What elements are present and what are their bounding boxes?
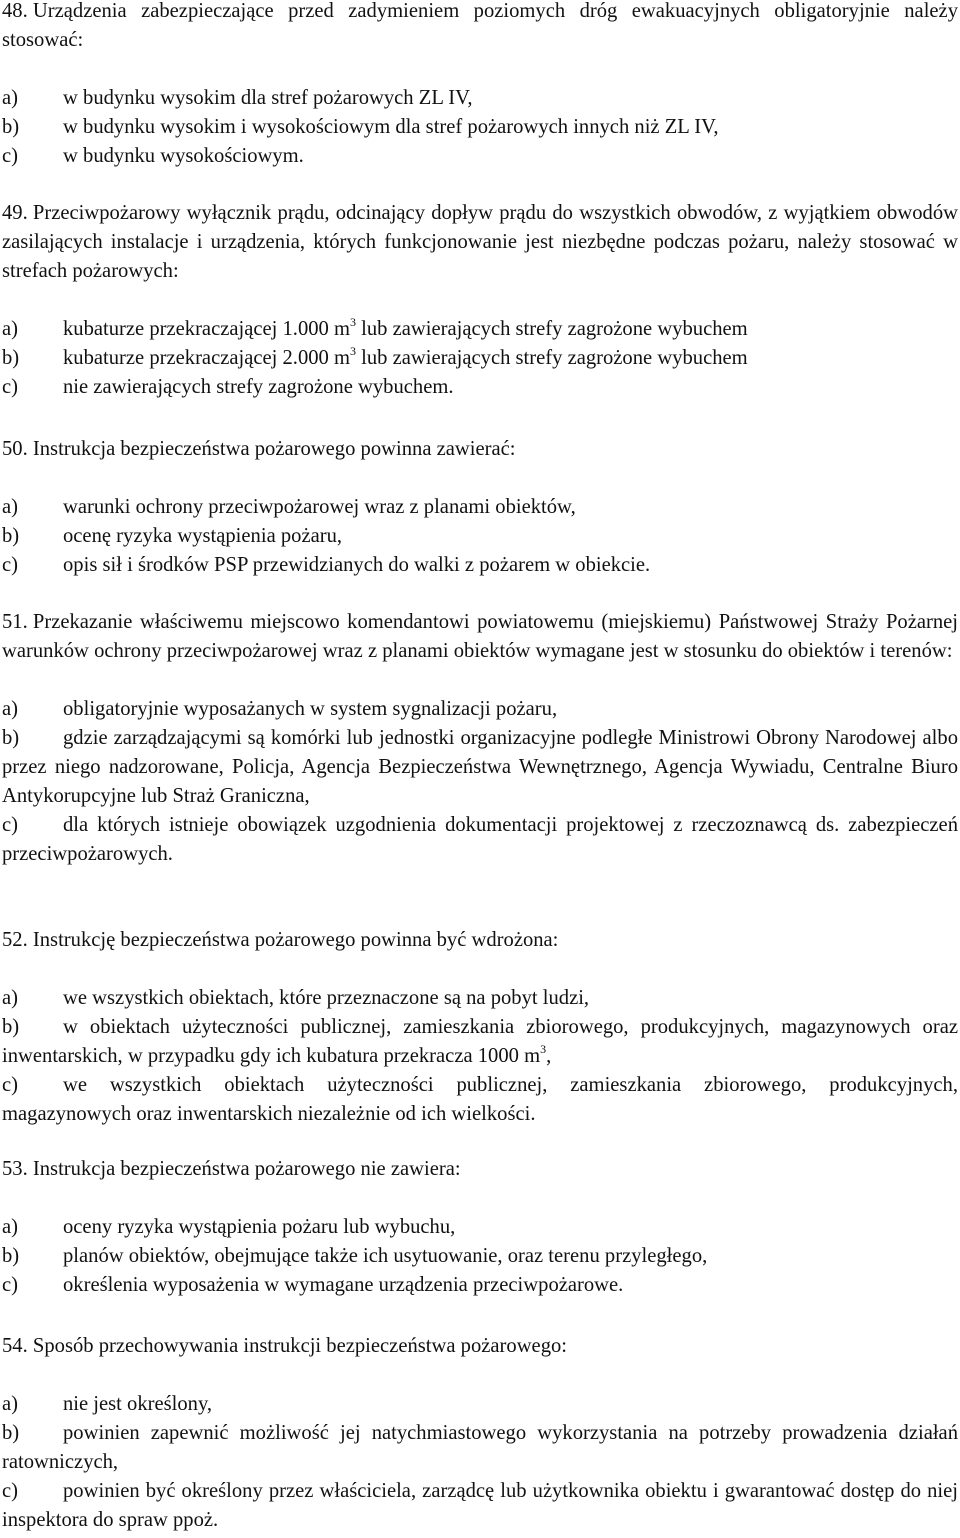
- question-number: 48.: [2, 0, 28, 22]
- answer-option: [2, 1213, 958, 1242]
- question-50: [2, 435, 958, 580]
- answer-label: c): [2, 1074, 18, 1096]
- answer-label: a): [2, 87, 18, 109]
- answer-label: b): [2, 347, 20, 369]
- answer-text-part: lub zawierających strefy zagrożone wybuchem: [356, 347, 748, 369]
- superscript: 3: [350, 315, 357, 329]
- answer-option: [2, 113, 958, 142]
- answer-option: [2, 984, 958, 1013]
- answer-text: w budynku wysokim i wysokościowym dla stref pożarowych innych niż ZL IV,: [63, 116, 719, 138]
- question-54: [2, 1332, 958, 1535]
- answer-text: nie zawierających strefy zagrożone wybuchem.: [63, 376, 454, 398]
- answer-text: [2, 1016, 958, 1067]
- answer-list: [2, 984, 958, 1129]
- answer-option: [2, 1477, 958, 1535]
- answer-option: [2, 811, 958, 869]
- answer-label: a): [2, 1216, 18, 1238]
- question-body: Przekazanie właściwemu miejscowo komendantowi powiatowemu (miejskiemu) Państwowej Straży Pożarnej warunków ochrony przeciwpożarowej wraz z planami obiektów wymagane jest w stosunku do obiektów i terenów:: [2, 611, 958, 662]
- question-number: 49.: [2, 202, 28, 224]
- answer-option: [2, 1013, 958, 1071]
- question-text: [2, 1155, 958, 1184]
- question-body: Instrukcja bezpieczeństwa pożarowego nie zawiera:: [32, 1158, 461, 1180]
- answer-text: nie jest określony,: [63, 1393, 213, 1415]
- answer-option: [2, 1390, 958, 1419]
- answer-label: c): [2, 814, 18, 836]
- answer-label: b): [2, 1016, 20, 1038]
- answer-label: b): [2, 727, 20, 749]
- answer-option: [2, 551, 958, 580]
- answer-option: [2, 695, 958, 724]
- answer-text: powinien być określony przez właściciela, zarządcę lub użytkownika obiektu i gwarantować dostęp do niej inspektora do spraw ppoż.: [2, 1480, 958, 1531]
- answer-option: [2, 1419, 958, 1477]
- question-52: [2, 926, 958, 1129]
- answer-text: opis sił i środków PSP przewidzianych do walki z pożarem w obiekcie.: [63, 554, 651, 576]
- answer-text: [63, 315, 748, 340]
- answer-text: określenia wyposażenia w wymagane urządzenia przeciwpożarowe.: [63, 1274, 624, 1296]
- answer-option: [2, 373, 958, 402]
- answer-list: [2, 695, 958, 869]
- question-text: [2, 1332, 958, 1361]
- answer-text-part: w obiektach użyteczności publicznej, zamieszkania zbiorowego, produkcyjnych, magazynowych oraz inwentarskich, w przypadku gdy ich kubatura przekracza 1000 m: [2, 1016, 958, 1067]
- answer-label: c): [2, 1274, 18, 1296]
- answer-text: powinien zapewnić możliwość jej natychmiastowego wykorzystania na potrzeby prowadzenia działań ratowniczych,: [2, 1422, 958, 1473]
- answer-label: a): [2, 987, 18, 1009]
- question-number: 52.: [2, 929, 28, 951]
- question-text: [2, 0, 958, 55]
- answer-label: a): [2, 496, 18, 518]
- answer-label: c): [2, 554, 18, 576]
- answer-option: [2, 522, 958, 551]
- question-48: [2, 0, 958, 171]
- answer-option: [2, 344, 958, 373]
- question-51: [2, 608, 958, 869]
- answer-label: c): [2, 145, 18, 167]
- question-number: 51.: [2, 611, 28, 633]
- answer-text: we wszystkich obiektach, które przeznaczone są na pobyt ludzi,: [63, 987, 590, 1009]
- answer-text: oceny ryzyka wystąpienia pożaru lub wybuchu,: [63, 1216, 456, 1238]
- answer-text: w budynku wysokościowym.: [63, 145, 304, 167]
- answer-text: dla których istnieje obowiązek uzgodnienia dokumentacji projektowej z rzeczoznawcą ds. zabezpieczeń przeciwpożarowych.: [2, 814, 958, 865]
- answer-text: ocenę ryzyka wystąpienia pożaru,: [63, 525, 343, 547]
- answer-list: [2, 1213, 958, 1300]
- answer-text-part: ,: [546, 1045, 552, 1067]
- question-text: [2, 199, 958, 286]
- answer-list: [2, 1390, 958, 1535]
- answer-text: we wszystkich obiektach użyteczności publicznej, zamieszkania zbiorowego, produkcyjnych, magazynowych oraz inwentarskich niezależnie od ich wielkości.: [2, 1074, 958, 1125]
- question-body: Sposób przechowywania instrukcji bezpieczeństwa pożarowego:: [32, 1335, 568, 1357]
- answer-list: [2, 84, 958, 171]
- answer-label: b): [2, 1245, 20, 1267]
- question-number: 50.: [2, 438, 28, 460]
- answer-label: a): [2, 1393, 18, 1415]
- question-body: Urządzenia zabezpieczające przed zadymieniem poziomych dróg ewakuacyjnych obligatoryjnie należy stosować:: [2, 0, 958, 51]
- answer-label: c): [2, 376, 18, 398]
- answer-option: [2, 1271, 958, 1300]
- answer-text: w budynku wysokim dla stref pożarowych ZL IV,: [63, 87, 473, 109]
- answer-option: [2, 1071, 958, 1129]
- answer-text: [63, 344, 748, 369]
- answer-option: [2, 493, 958, 522]
- question-number: 53.: [2, 1158, 28, 1180]
- superscript: 3: [540, 1042, 547, 1056]
- question-49: [2, 199, 958, 402]
- question-body: Instrukcję bezpieczeństwa pożarowego powinna być wdrożona:: [32, 929, 559, 951]
- answer-text-part: kubaturze przekraczającej 2.000 m: [63, 347, 351, 369]
- answer-text: warunki ochrony przeciwpożarowej wraz z planami obiektów,: [63, 496, 576, 518]
- question-53: [2, 1155, 958, 1300]
- answer-option: [2, 84, 958, 113]
- question-text: [2, 926, 958, 955]
- answer-option: [2, 724, 958, 811]
- answer-label: b): [2, 525, 20, 547]
- answer-option: [2, 1242, 958, 1271]
- answer-text: obligatoryjnie wyposażanych w system sygnalizacji pożaru,: [63, 698, 558, 720]
- answer-text-part: lub zawierających strefy zagrożone wybuchem: [356, 318, 748, 340]
- answer-option: [2, 142, 958, 171]
- answer-list: [2, 493, 958, 580]
- answer-label: c): [2, 1480, 18, 1502]
- answer-list: [2, 315, 958, 402]
- question-body: Instrukcja bezpieczeństwa pożarowego powinna zawierać:: [32, 438, 516, 460]
- question-body: Przeciwpożarowy wyłącznik prądu, odcinający dopływ prądu do wszystkich obwodów, z wyjątkiem obwodów zasilających instalacje i urządzenia, których funkcjonowanie jest niezbędne podczas pożaru, należy stosować w strefach pożarowych:: [2, 202, 958, 282]
- question-text: [2, 608, 958, 666]
- answer-label: b): [2, 116, 20, 138]
- answer-text: planów obiektów, obejmujące także ich usytuowanie, oraz terenu przyległego,: [63, 1245, 708, 1267]
- superscript: 3: [350, 344, 357, 358]
- answer-label: a): [2, 698, 18, 720]
- answer-label: b): [2, 1422, 20, 1444]
- question-number: 54.: [2, 1335, 28, 1357]
- answer-text: gdzie zarządzającymi są komórki lub jednostki organizacyjne podległe Ministrowi Obrony Narodowej albo przez niego nadzorowane, Policja, Agencja Bezpieczeństwa Wewnętrznego, Agencja Wywiadu, Centralne Biuro Antykorupcyjne lub Straż Graniczna,: [2, 727, 958, 807]
- answer-option: [2, 315, 958, 344]
- answer-text-part: kubaturze przekraczającej 1.000 m: [63, 318, 351, 340]
- answer-label: a): [2, 318, 18, 340]
- question-text: [2, 435, 958, 464]
